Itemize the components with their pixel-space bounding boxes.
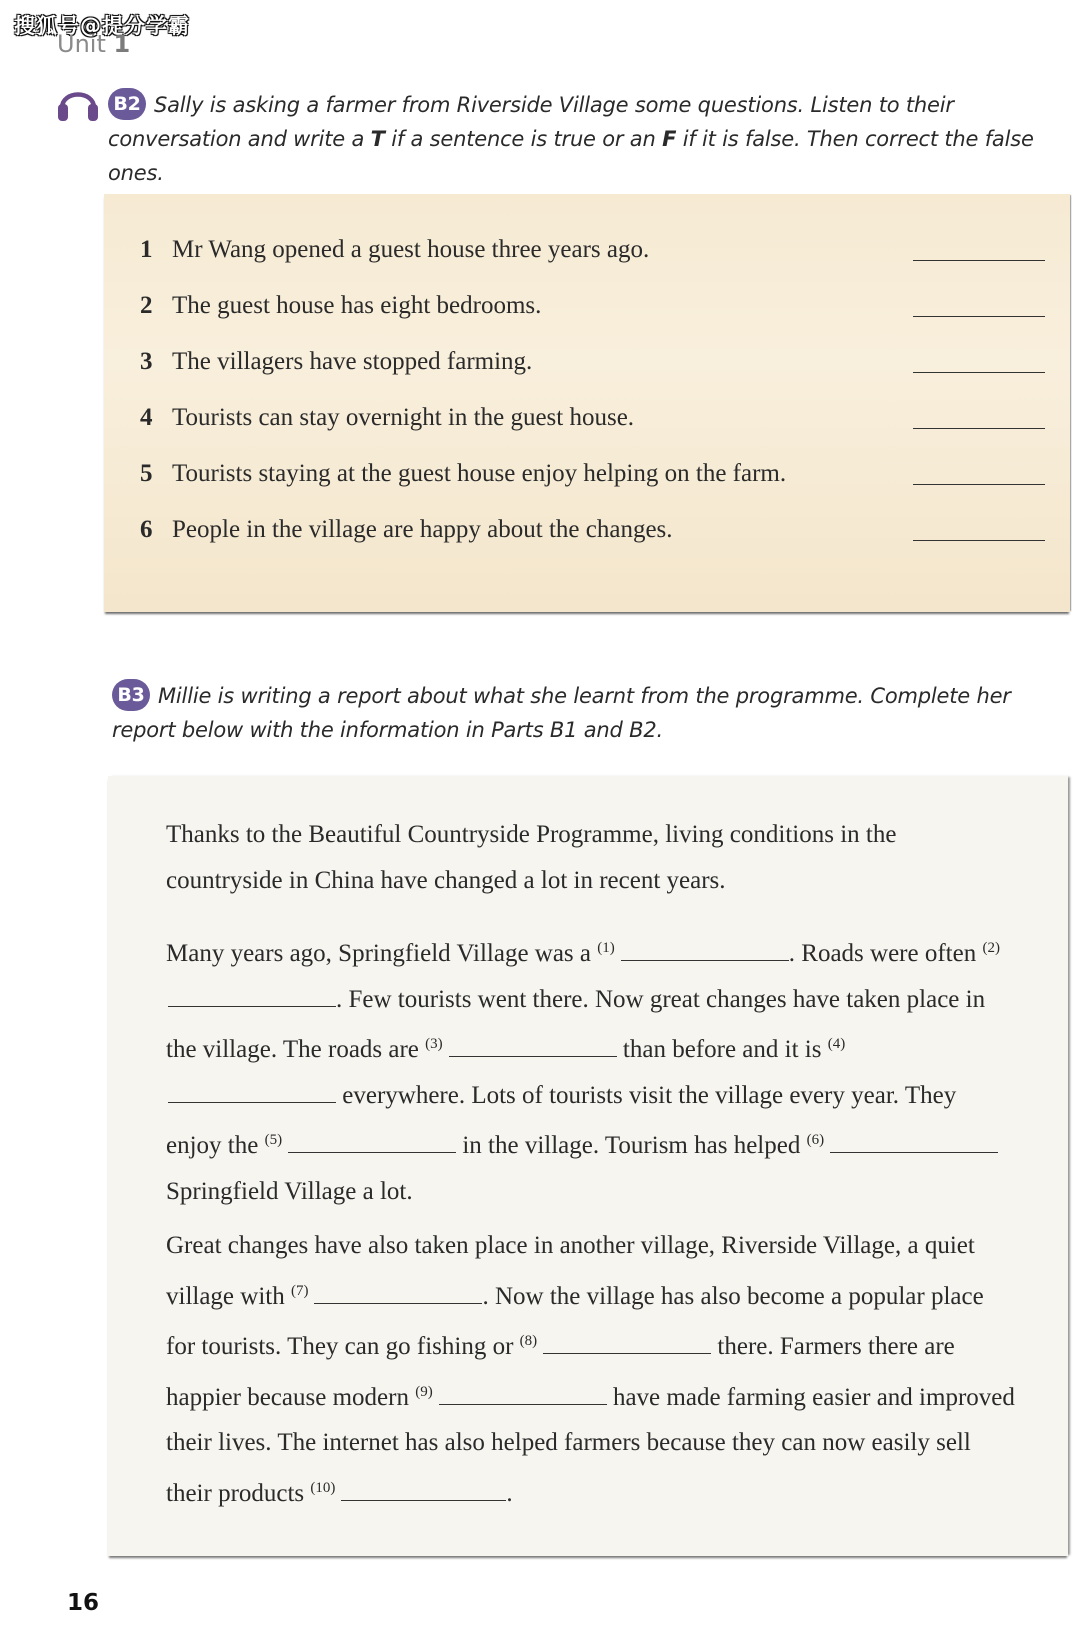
statement-text: Mr Wang opened a guest house three years ago. — [172, 236, 650, 263]
fill-blank[interactable] — [341, 1499, 506, 1501]
statement-row — [140, 230, 1045, 270]
report-paragraph-3 — [166, 1223, 1016, 1516]
report-text: there. Farmers there are happier because modern — [166, 1333, 955, 1411]
fill-blank[interactable] — [449, 1055, 617, 1057]
report-text: . Now the village has also become a popular place for tourists. They can go fishing or — [166, 1282, 984, 1360]
b2-true-letter: T — [370, 127, 385, 151]
report-text: have made farming easier and improved their lives. The internet has also helped farmers because they can now easily sell their products — [166, 1383, 1015, 1507]
statement-text: The villagers have stopped farming. — [172, 348, 533, 375]
blank-number: (1) — [597, 940, 615, 956]
answer-blank[interactable] — [913, 372, 1045, 373]
answer-blank[interactable] — [913, 428, 1045, 429]
report-text: than before and it is — [616, 1036, 828, 1063]
report-text: everywhere. Lots of tourists visit the village every year. They enjoy the — [166, 1081, 957, 1159]
statement-row — [140, 454, 1045, 494]
fill-blank[interactable] — [314, 1302, 482, 1304]
b2-false-letter: F — [662, 127, 677, 151]
statement-number: 4 — [140, 404, 153, 431]
answer-blank[interactable] — [913, 316, 1045, 317]
b2-instruction-text-3: if it is false. Then correct the false ones. — [108, 127, 1034, 185]
statement-row — [140, 342, 1045, 382]
headphone-icon — [56, 82, 100, 124]
unit-word: Unit — [57, 30, 106, 58]
report-text: . — [506, 1479, 513, 1507]
statement-number: 3 — [140, 348, 153, 375]
blank-number: (10) — [310, 1479, 336, 1496]
answer-blank[interactable] — [913, 260, 1045, 261]
fill-blank[interactable] — [621, 959, 789, 961]
blank-number: (2) — [982, 940, 1000, 956]
statement-text: Tourists staying at the guest house enjoy helping on the farm. — [172, 460, 787, 487]
blank-number: (7) — [290, 1282, 309, 1299]
report-paragraph-1: Thanks to the Beautiful Countryside Programme, living conditions in the countryside in China have changed a lot in recent years. — [166, 821, 897, 894]
statement-number: 1 — [140, 236, 153, 263]
statement-text: Tourists can stay overnight in the guest house. — [172, 404, 635, 431]
unit-header — [57, 30, 130, 58]
report-text: Springfield Village a lot. — [166, 1177, 413, 1205]
b3-instruction — [112, 679, 1047, 747]
fill-blank[interactable] — [168, 1005, 336, 1007]
statement-number: 5 — [140, 460, 153, 487]
statement-row — [140, 286, 1045, 326]
b2-statement-box — [104, 194, 1070, 612]
report-text: . Few tourists went there. Now great changes have taken place in the village. The roads are — [166, 985, 986, 1063]
report-text: in the village. Tourism has helped — [456, 1132, 807, 1159]
b3-badge: B3 — [112, 679, 150, 711]
unit-number: 1 — [113, 30, 131, 58]
fill-blank[interactable] — [168, 1101, 336, 1103]
page-number: 16 — [67, 1590, 100, 1616]
statement-row — [140, 510, 1045, 550]
statement-number: 6 — [140, 516, 153, 543]
watermark: 搜狐号@提分学霸 — [14, 14, 190, 38]
blank-number: (5) — [264, 1132, 283, 1148]
fill-blank[interactable] — [439, 1403, 607, 1405]
report-text: Many years ago, Springfield Village was a — [166, 940, 598, 967]
statement-text: People in the village are happy about the changes. — [172, 516, 673, 543]
report-paragraph-2 — [166, 926, 1016, 1214]
report-text: . Roads were often — [788, 940, 983, 967]
b2-instruction-text-1: Sally is asking a farmer from Riverside Village some questions. Listen to their conversation and write a — [108, 93, 954, 151]
b2-instruction — [108, 88, 1043, 190]
fill-blank[interactable] — [543, 1352, 711, 1354]
fill-blank[interactable] — [288, 1151, 456, 1153]
answer-blank[interactable] — [913, 484, 1045, 485]
statement-row — [140, 398, 1045, 438]
fill-blank[interactable] — [830, 1151, 998, 1153]
blank-number: (8) — [519, 1333, 538, 1349]
b3-instruction-text: Millie is writing a report about what she learnt from the programme. Complete her report below with the information in Parts B1 and B2. — [112, 684, 1011, 742]
b2-badge: B2 — [108, 88, 146, 120]
answer-blank[interactable] — [913, 540, 1045, 541]
report-text: Great changes have also taken place in another village, Riverside Village, a quiet village with — [166, 1232, 975, 1310]
blank-number: (6) — [806, 1132, 825, 1148]
b3-report-box — [108, 776, 1068, 1556]
statement-text: The guest house has eight bedrooms. — [172, 292, 542, 319]
blank-number: (9) — [415, 1383, 433, 1400]
blank-number: (3) — [425, 1036, 443, 1052]
statement-number: 2 — [140, 292, 153, 319]
blank-number: (4) — [827, 1036, 846, 1052]
b2-instruction-text-2: if a sentence is true or an — [384, 127, 663, 151]
